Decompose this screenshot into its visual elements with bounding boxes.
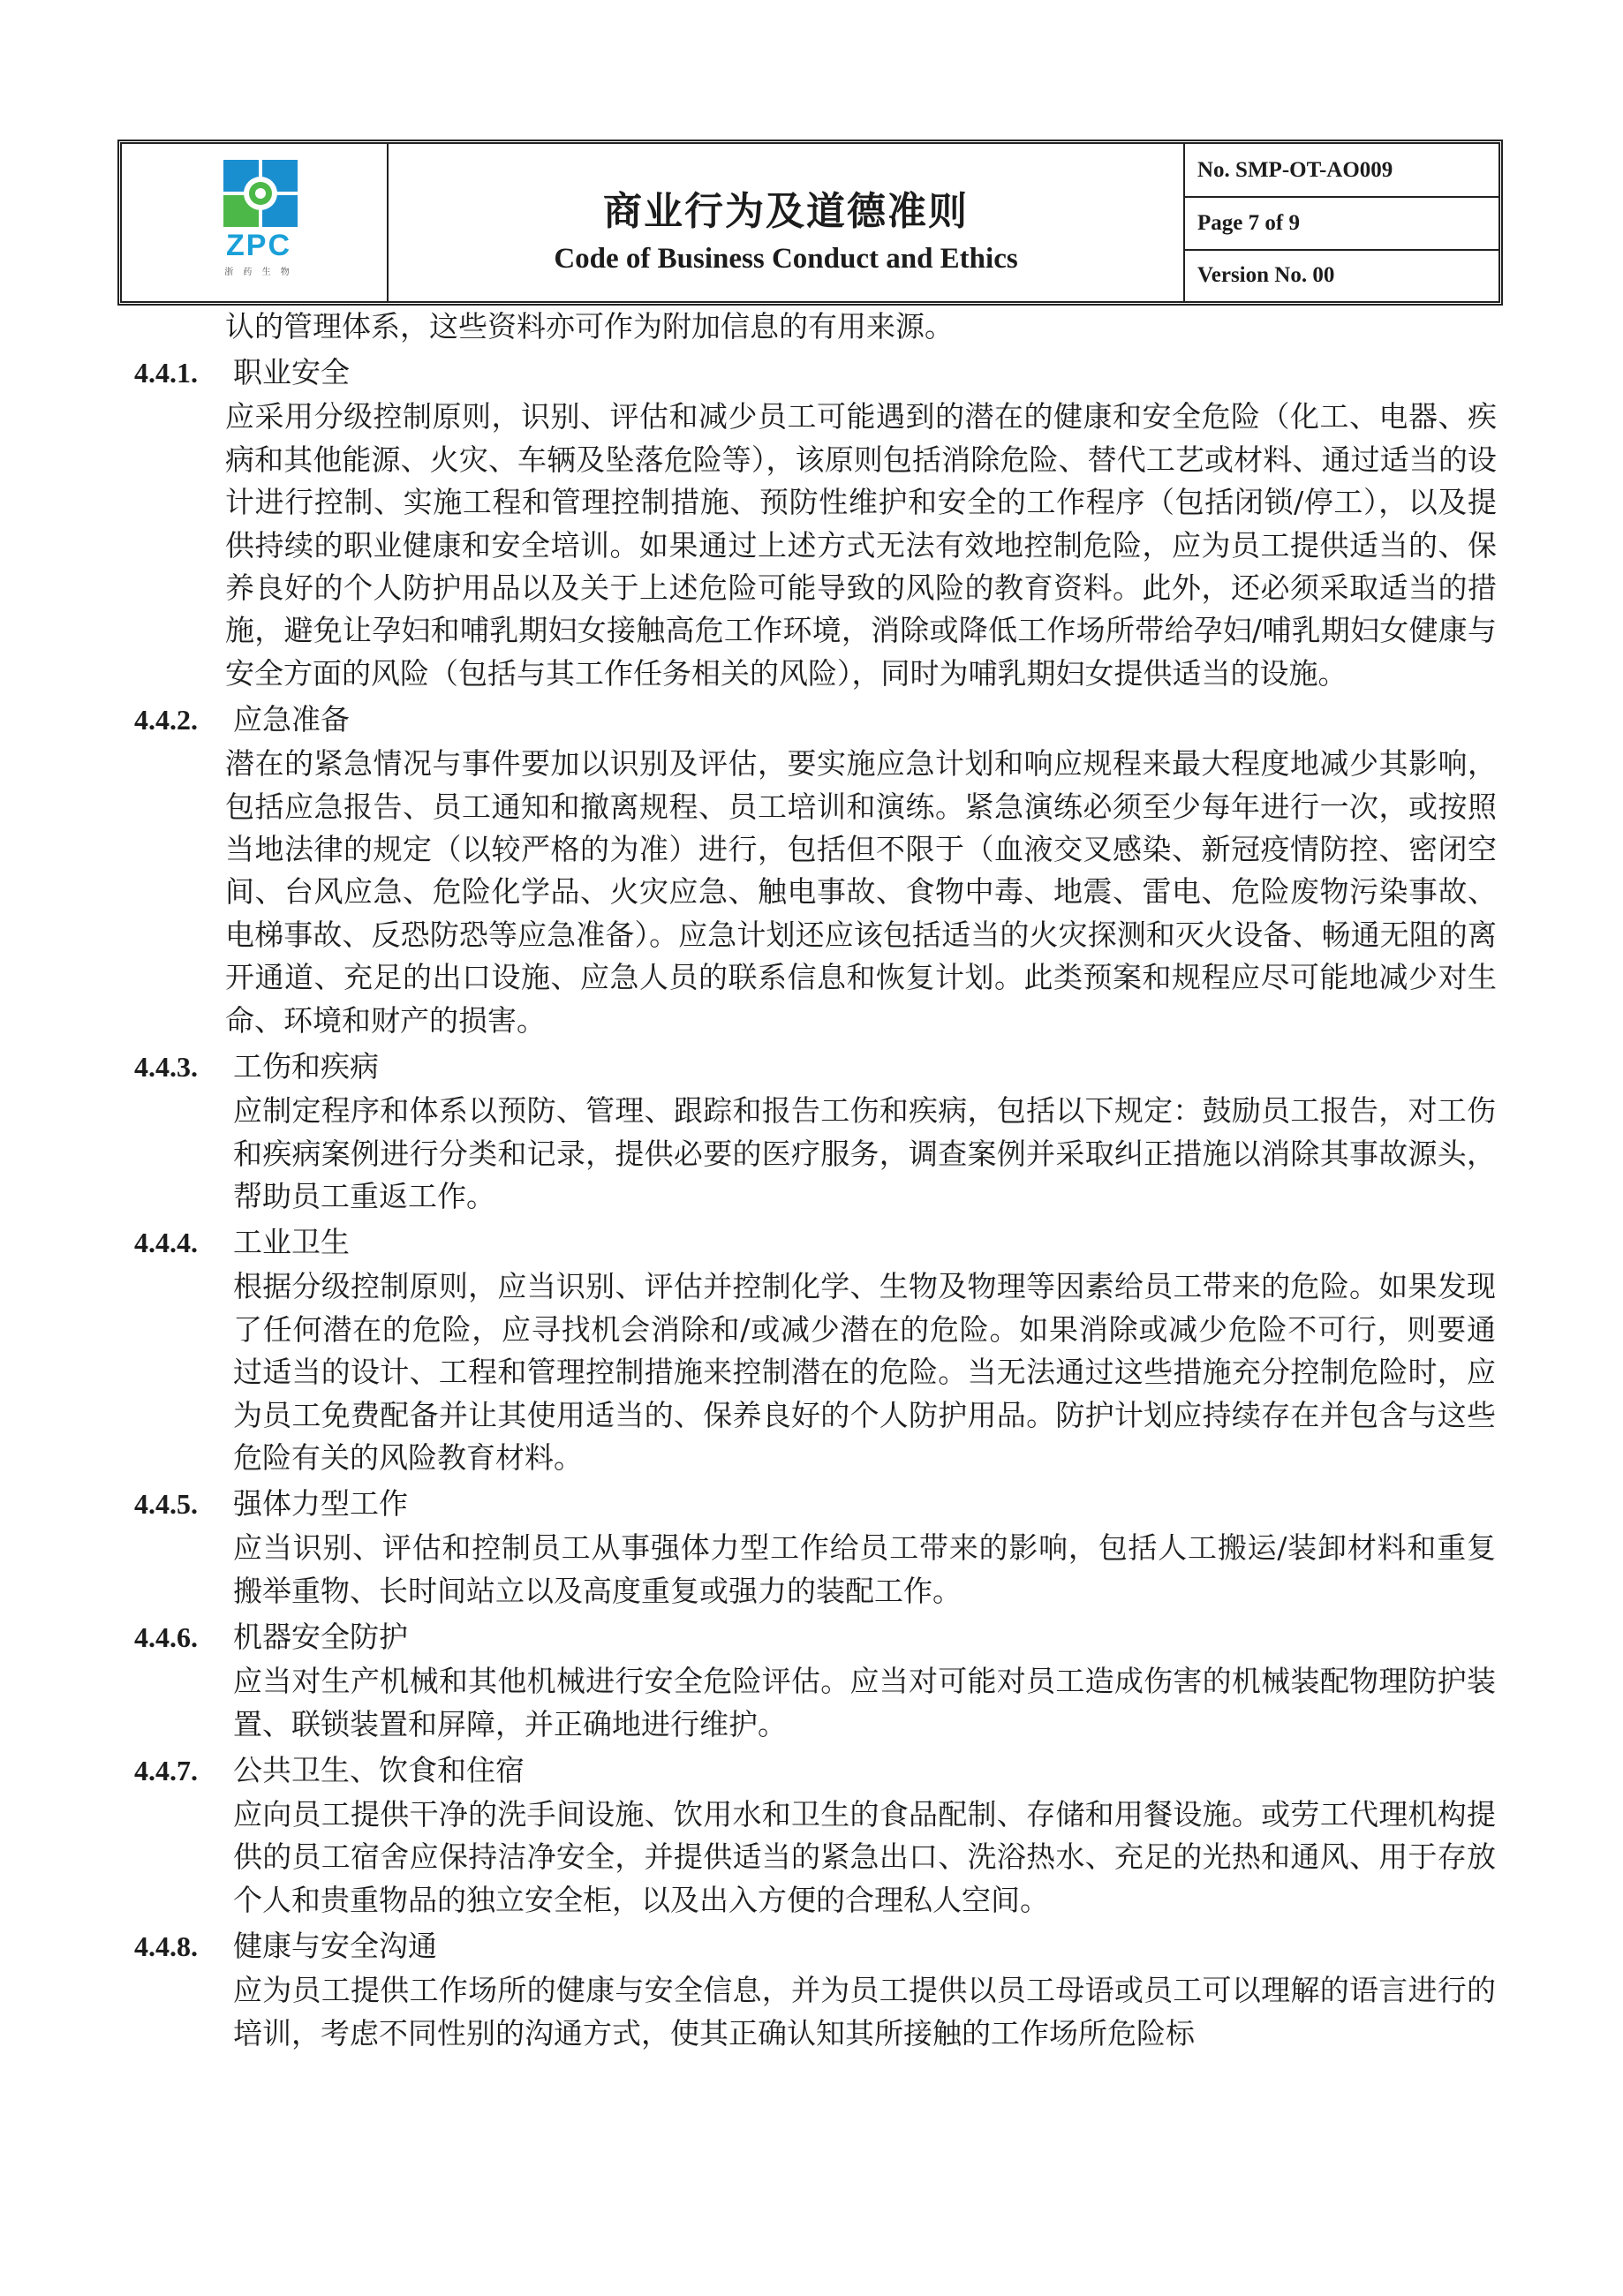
section-heading <box>0 351 1623 394</box>
section-title: 应急准备 <box>233 702 350 737</box>
section-title: 机器安全防护 <box>233 1619 408 1654</box>
section-paragraph: 应采用分级控制原则，识别、评估和减少员工可能遇到的潜在的健康和安全危险（化工、电器、疾病和其他能源、火灾、车辆及坠落危险等），该原则包括消除危险、替代工艺或材料、通过适当的设计进行控制、实施工程和管理控制措施、预防性维护和安全的工作程序（包括闭锁/停工），以及提供持续的职业健康和安全培训。如果通过上述方式无法有效地控制危险，应为员工提供适当的、保养良好的个人防护用品以及关于上述危险可能导致的风险的教育资料。此外，还必须采取适当的措施，避免让孕妇和哺乳期妇女接触高危工作环境，消除或降低工作场所带给孕妇/哺乳期妇女健康与安全方面的风险（包括与其工作任务相关的风险），同时为哺乳期妇女提供适当的设施。 <box>225 399 1497 691</box>
section-title: 工伤和疾病 <box>233 1048 379 1084</box>
section-title: 强体力型工作 <box>233 1486 408 1522</box>
section-heading <box>0 699 1623 741</box>
version-number: Version No. 00 <box>1185 249 1498 301</box>
logo-text: ZPC <box>226 229 291 262</box>
section-paragraph: 应当对生产机械和其他机械进行安全危险评估。应当对可能对员工造成伤害的机械装配物理防护装置、联锁装置和屏障，并正确地进行维护。 <box>233 1664 1496 1741</box>
title-cell <box>389 144 1185 301</box>
section-number: 4.4.7. <box>134 1754 198 1786</box>
section-paragraph: 应制定程序和体系以预防、管理、跟踪和报告工伤和疾病，包括以下规定：鼓励员工报告，对工伤和疾病案例进行分类和记录，提供必要的医疗服务，调查案例并采取纠正措施以消除其事故源头，帮助员工重返工作。 <box>233 1093 1496 1213</box>
document-title-cn: 商业行为及道德准则 <box>603 189 969 234</box>
document-header <box>117 140 1503 306</box>
logo-cell <box>122 144 389 301</box>
meta-cell <box>1185 144 1498 301</box>
section-number: 4.4.4. <box>134 1227 198 1259</box>
section-number: 4.4.8. <box>134 1930 198 1962</box>
section-paragraph: 应为员工提供工作场所的健康与安全信息，并为员工提供以员工母语或员工可以理解的语言进行的培训，考虑不同性别的沟通方式，使其正确认知其所接触的工作场所危险标 <box>233 1973 1496 2051</box>
section-title: 健康与安全沟通 <box>233 1928 437 1963</box>
section-paragraph: 应向员工提供干净的洗手间设施、饮用水和卫生的食品配制、存储和用餐设施。或劳工代理机构提供的员工宿舍应保持洁净安全，并提供适当的紧急出口、洗浴热水、充足的光热和通风、用于存放个人和贵重物品的独立安全柜，以及出入方便的合理私人空间。 <box>233 1796 1496 1917</box>
section-paragraph: 应当识别、评估和控制员工从事强体力型工作给员工带来的影响，包括人工搬运/装卸材料和重复搬举重物、长时间站立以及高度重复或强力的装配工作。 <box>233 1530 1496 1608</box>
section-number: 4.4.3. <box>134 1050 198 1083</box>
section-title: 职业安全 <box>233 355 350 390</box>
section-heading <box>0 1483 1623 1525</box>
section-title: 公共卫生、饮食和住宿 <box>233 1752 525 1787</box>
logo-subtext: 浙 药 生 物 <box>224 268 293 277</box>
section-heading <box>0 1221 1623 1264</box>
section-number: 4.4.1. <box>134 357 198 389</box>
section-heading <box>0 1616 1623 1658</box>
section-paragraph: 根据分级控制原则，应当识别、评估并控制化学、生物及物理等因素给员工带来的危险。如果发现了任何潜在的危险，应寻找机会消除和/或减少潜在的危险。如果消除或减少危险不可行，则要通过适当的设计、工程和管理控制措施来控制潜在的危险。当无法通过这些措施充分控制危险时，应为员工免费配备并让其使用适当的、保养良好的个人防护用品。防护计划应持续存在并包含与这些危险有关的风险教育材料。 <box>233 1269 1496 1475</box>
intro-paragraph: 认的管理体系，这些资料亦可作为附加信息的有用来源。 <box>225 309 954 344</box>
zpc-logo-icon <box>223 160 298 227</box>
doc-number: No. SMP-OT-AO009 <box>1197 157 1393 182</box>
section-number: 4.4.5. <box>134 1488 198 1521</box>
section-heading <box>0 1749 1623 1792</box>
section-number: 4.4.2. <box>134 704 198 736</box>
document-title-en: Code of Business Conduct and Ethics <box>554 243 1018 275</box>
section-paragraph: 潜在的紧急情况与事件要加以识别及评估，要实施应急计划和响应规程来最大程度地减少其影响，包括应急报告、员工通知和撤离规程、员工培训和演练。紧急演练必须至少每年进行一次，或按照当地法律的规定（以较严格的为准）进行，包括但不限于（血液交叉感染、新冠疫情防控、密闭空间、台风应急、危险化学品、火灾应急、触电事故、食物中毒、地震、雷电、危险废物污染事故、电梯事故、反恐防恐等应急准备）。应急计划还应该包括适当的火灾探测和灭火设备、畅通无阻的离开通道、充足的出口设施、应急人员的联系信息和恢复计划。此类预案和规程应尽可能地减少对生命、环境和财产的损害。 <box>225 746 1497 1038</box>
section-title: 工业卫生 <box>233 1225 350 1260</box>
section-heading <box>0 1925 1623 1967</box>
page-number: Page 7 of 9 <box>1185 196 1498 248</box>
section-number: 4.4.6. <box>134 1620 198 1653</box>
section-heading <box>0 1046 1623 1088</box>
document-body <box>0 306 1623 2055</box>
